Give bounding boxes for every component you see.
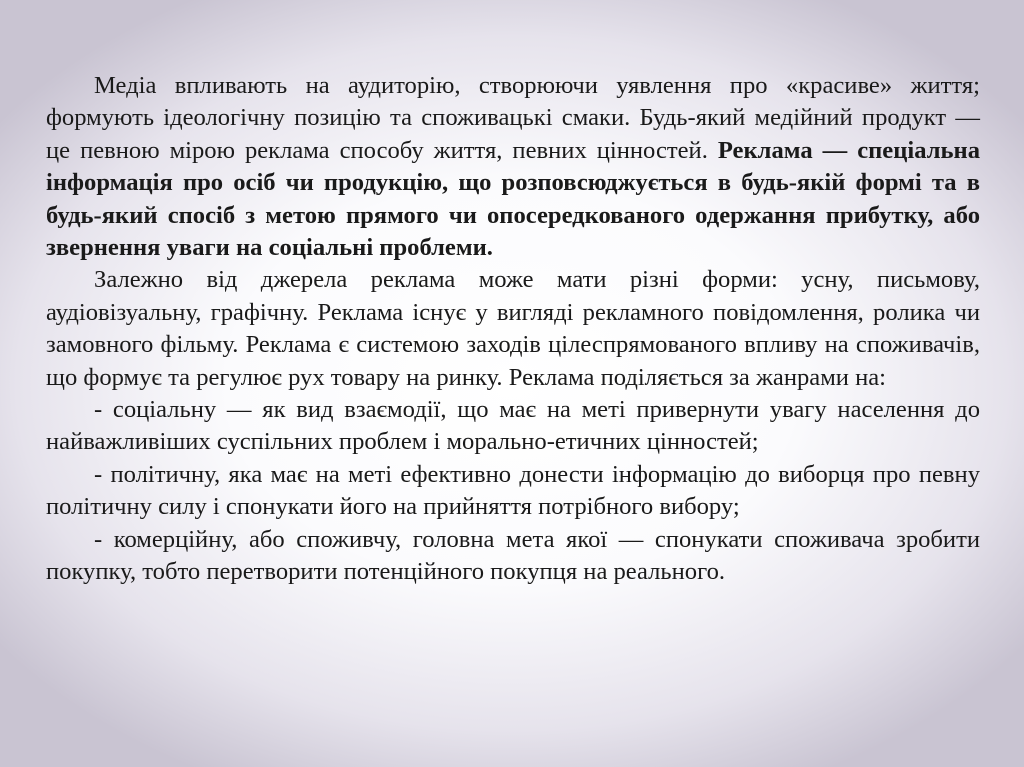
advertising-definition: Реклама — спеціальна інформація про осіб чи продукцію, що розповсюджується в будь-якій формі та в будь-який спосіб з метою прямого чи опосередкованого одержання прибутку, або звернення уваги на соціальні проблеми. [46,136,980,262]
paragraph-text: Медіа впливають на аудиторію, створюючи уявлення про «красиве» життя; формують ідеологічну позицію та споживацькі смаки. Будь-який медійний продукт — це певною мірою реклама способу життя, певних цінностей. [46,72,980,164]
list-item-commercial [46,524,980,589]
list-item-social [46,394,980,459]
list-item-political [46,459,980,524]
paragraph-advertising-forms [46,264,980,394]
list-item-text: - комерційну, або споживчу, головна мета якої — спонукати споживача зробити покупку, тобто перетворити потенційного покупця на реального. [46,525,980,586]
list-item-text: - соціальну — як вид взаємодії, що має на меті привернути увагу населення до найважливіших суспільних проблем і морально-етичних цінностей; [46,396,980,456]
paragraph-media-definition [46,70,980,264]
slide-text [46,70,980,589]
list-item-text: - політичну, яка має на меті ефективно донести інформацію до виборця про певну політичну силу і спонукати його на прийняття потрібного вибору; [46,460,980,521]
paragraph-text: Залежно від джерела реклама може мати різні форми: усну, письмову, аудіовізуальну, графічну. Реклама існує у вигляді рекламного повідомлення, ролика чи замовного фільму. Реклама є системою заходів цілеспрямованого впливу на споживачів, що формує та регулює рух товару на ринку. Реклама поділяється за жанрами на: [46,266,980,391]
